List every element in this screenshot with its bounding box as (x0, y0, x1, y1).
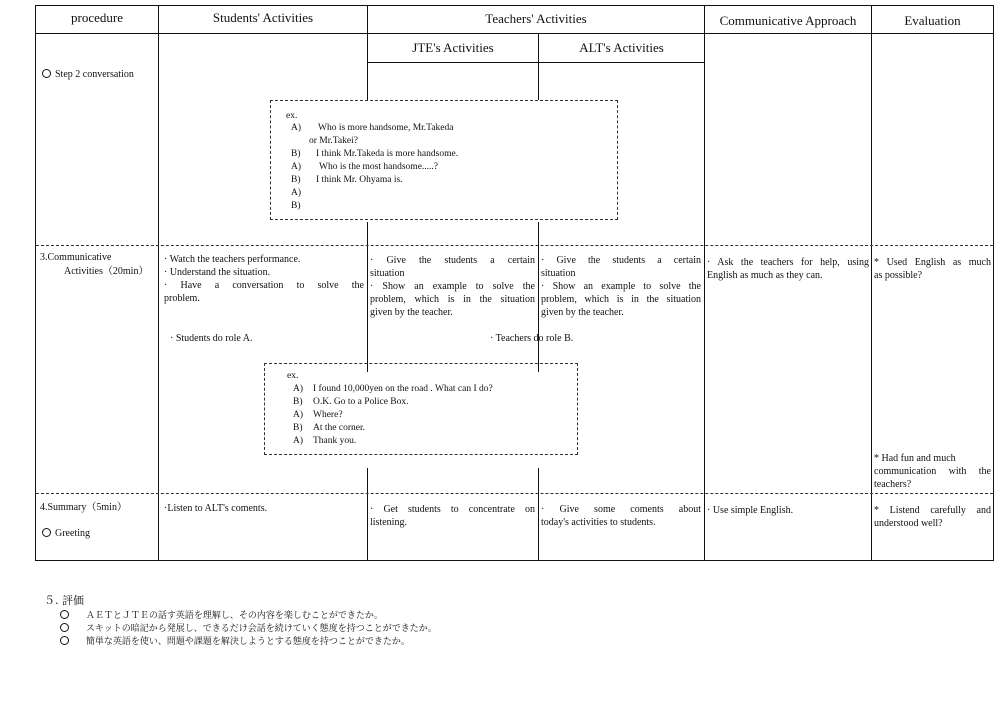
col-divider-alt (704, 5, 705, 561)
step2-label-text: Step 2 conversation (55, 69, 134, 80)
step2-example-ex: ex. (286, 111, 298, 121)
summary-evaluation-line: understood well? (874, 518, 943, 529)
circle-bullet-icon (60, 636, 69, 645)
dialogue-speaker: A) (293, 436, 304, 446)
summary-label: 4.Summary（5min） (40, 502, 127, 513)
table-top-border (35, 5, 994, 6)
evaluation-line: teachers? (874, 479, 912, 490)
header-students-activities: Students' Activities (212, 10, 314, 25)
alt-activity-line: situation (541, 268, 576, 279)
dialogue-speaker: A) (291, 188, 302, 198)
step2-example-box (270, 100, 618, 220)
dialogue-speaker: B) (291, 201, 301, 211)
summary-alt-line: · Give some coments about (541, 504, 701, 515)
header-evaluation: Evaluation (904, 13, 961, 28)
approach-line: English as much as they can. (707, 270, 823, 281)
dialogue-speaker: A) (291, 123, 302, 133)
dialogue-line: I found 10,000yen on the road . What can I do? (313, 384, 493, 394)
section5-item (60, 636, 410, 648)
dialogue-line: Who is more handsome, Mr.Takeda (318, 123, 454, 133)
alt-activity-line: problem, which is in the situation (541, 294, 701, 305)
circle-bullet-icon (42, 528, 51, 537)
dialogue-line: Thank you. (313, 436, 357, 446)
dialogue-line: O.K. Go to a Police Box. (313, 397, 409, 407)
col-divider-jte-bottom (538, 468, 539, 561)
jte-activity-line: situation (370, 268, 405, 279)
dialogue-speaker: B) (293, 397, 303, 407)
dialogue-speaker: B) (291, 175, 301, 185)
section5-item (60, 623, 437, 635)
students-activity-line: · Watch the teachers performance. (164, 254, 301, 265)
dialogue-line: I think Mr.Takeda is more handsome. (316, 149, 459, 159)
header-communicative-approach: Communicative Approach (719, 13, 857, 28)
circle-bullet-icon (42, 69, 51, 78)
table-right-border (993, 5, 994, 561)
table-left-border (35, 5, 36, 561)
dialogue-line: At the corner. (313, 423, 365, 433)
jte-activity-line: · Show an example to solve the (370, 281, 535, 292)
step2-label (42, 68, 134, 81)
dialogue-speaker: B) (293, 423, 303, 433)
students-activity-line: · Have a conversation to solve the (164, 280, 364, 291)
communicative-example-ex: ex. (287, 371, 299, 381)
circle-bullet-icon (60, 623, 69, 632)
evaluation-line: as possible? (874, 270, 923, 281)
section5-item-text: ＡＥＴとＪＴＥの話す英語を理解し、その内容を楽しむことができたか。 (85, 611, 383, 621)
summary-approach-text: · Use simple English. (707, 505, 794, 516)
circle-bullet-icon (60, 610, 69, 619)
header-alt-activities: ALT's Activities (579, 40, 664, 55)
greeting-label (42, 527, 90, 540)
dialogue-line: I think Mr. Ohyama is. (316, 175, 403, 185)
dialogue-speaker: A) (291, 162, 302, 172)
dialogue-line: Where? (313, 410, 343, 420)
row-divider-summary (36, 493, 993, 494)
communicative-example-box (264, 363, 578, 455)
summary-jte-line: listening. (370, 517, 407, 528)
evaluation-line: communication with the (874, 466, 991, 477)
evaluation-line: * Had fun and much (874, 453, 956, 464)
dialogue-line: Who is the most handsome.....? (319, 162, 438, 172)
summary-evaluation-line: * Listend carefully and (874, 505, 991, 516)
evaluation-line: * Used English as much (874, 257, 991, 268)
section5-title: ５. 評価 (44, 594, 84, 607)
jte-activity-line: · Give the students a certain (370, 255, 535, 266)
header-teachers-activities: Teachers' Activities (485, 11, 587, 26)
section5-item (60, 610, 383, 622)
jte-activity-line: problem, which is in the situation (370, 294, 535, 305)
students-activity-line: · Understand the situation. (164, 267, 271, 278)
col-divider-students-bottom (367, 468, 368, 561)
header-jte-activities: JTE's Activities (412, 40, 494, 55)
dialogue-speaker: A) (293, 410, 304, 420)
dialogue-speaker: A) (293, 384, 304, 394)
alt-activity-line: given by the teacher. (541, 307, 624, 318)
col-divider-procedure (158, 5, 159, 561)
dialogue-speaker: B) (291, 149, 301, 159)
section5-item-text: スキットの暗記から発展し、できるだけ会話を続けていく態度を持つことができたか。 (85, 624, 437, 634)
jte-activity-line: given by the teacher. (370, 307, 453, 318)
table-bottom-border (35, 560, 994, 561)
communicative-label-line2: Activities（20min） (64, 266, 149, 277)
students-role-text: · Students do role A. (170, 333, 253, 344)
header-procedure: procedure (71, 10, 123, 25)
communicative-label-line1: 3.Communicative (40, 252, 112, 263)
teachers-subheader-divider (367, 62, 704, 63)
summary-jte-line: · Get students to concentrate on (370, 504, 535, 515)
summary-alt-line: today's activities to students. (541, 517, 656, 528)
alt-activity-line: · Give the students a certain (541, 255, 701, 266)
section5-item-text: 簡単な英語を使い、問題や課題を解決しようとする態度を持つことができたか。 (85, 637, 410, 647)
row-divider-communicative (36, 245, 993, 246)
alt-activity-line: · Show an example to solve the (541, 281, 701, 292)
col-divider-approach (871, 5, 872, 561)
summary-students-text: ·Listen to ALT's coments. (164, 503, 268, 514)
header-divider (35, 33, 994, 34)
approach-line: · Ask the teachers for help, using (707, 257, 869, 268)
dialogue-line: or Mr.Takei? (309, 136, 358, 146)
teachers-role-text: · Teachers do role B. (490, 333, 574, 344)
students-activity-line: problem. (164, 293, 200, 304)
greeting-label-text: Greeting (55, 528, 90, 539)
